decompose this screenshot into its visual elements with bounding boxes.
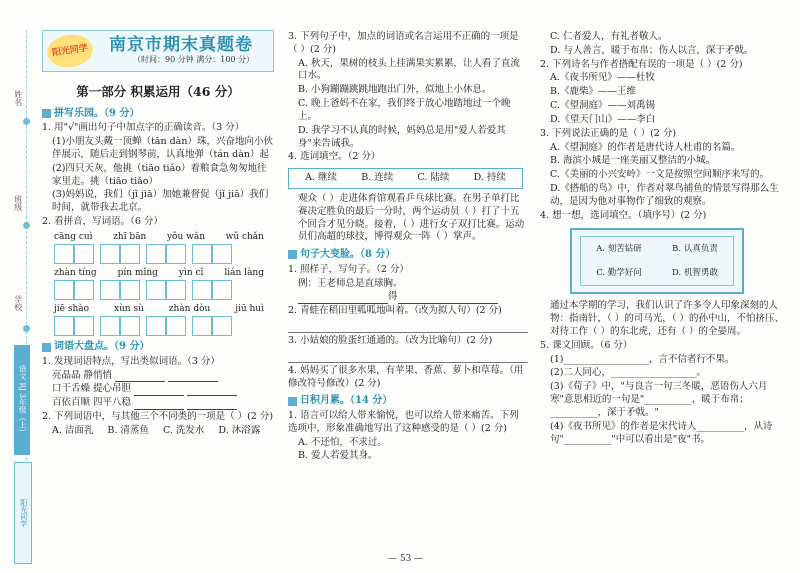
question: 4. 选词填空。（2 分）	[288, 151, 381, 163]
option: C. 仁者爱人，有礼者敬人。	[550, 31, 668, 42]
class-label: 班级	[13, 195, 23, 211]
sun-logo: 阳光同学	[45, 32, 95, 70]
option: D. 我学习不认真的时候，妈妈总是用"爱人若爱其身"来告诫我。	[298, 124, 506, 149]
question: 1. 照样子，写句子。（2 分）	[288, 263, 409, 275]
question: 2. 下列词语中，与其他三个不同类的一项是（ ）(2 分)	[42, 411, 274, 423]
exam-meta: （时间：90 分钟 满分：100 分）	[133, 55, 255, 64]
binding-margin	[0, 0, 42, 573]
question: 2. 青蛙在稻田里呱呱地叫着。（改为拟人句）(2 分)	[288, 305, 502, 317]
option: D.《望天门山》——李白	[550, 113, 656, 125]
section-heading: 日积月累。（14 分）	[288, 394, 528, 408]
option: D.《搭船的鸟》中，作者对翠鸟捕鱼的情景写得那么生动，是因为他对事物作了细致的观察。	[550, 182, 779, 207]
question-item: (3)妈妈说，我们（jǐ jiā）加她兼督促（jǐ jiā）我们时间，就带我去北京。	[52, 189, 269, 214]
binding-hole	[23, 222, 30, 229]
brand-strip: 阳光同学	[14, 462, 32, 564]
option: D. 与人善言，暖于布帛；伤人以言，深于矛戟。	[550, 44, 754, 56]
section-square-icon	[288, 250, 297, 259]
fill-item: (1)__________________，言不信者行不果。	[550, 353, 735, 365]
column-2	[288, 30, 528, 464]
section-square-icon	[42, 343, 51, 352]
word-example: 口干舌燥 提心吊胆	[42, 383, 274, 396]
section-square-icon	[42, 109, 51, 118]
question-item: (2)四只天灰，他挑（tiāo tiǎo）着粮食急匆匆地往家里走。挑（tiāo tiǎo）	[52, 162, 267, 187]
section-heading: 句子大变脸。（8 分）	[288, 248, 528, 262]
word-choice-box: A. 继续 B. 连续 C. 陆续 D. 持续	[288, 168, 523, 189]
page-number: — 53 —	[388, 554, 424, 564]
section-heading: 词语大盘点。（9 分）	[42, 340, 274, 354]
section-square-icon	[288, 397, 297, 406]
writing-grid-row[interactable]	[54, 244, 274, 264]
answer-line[interactable]	[288, 320, 528, 333]
example: 例：王老师总是直球胸。	[298, 277, 403, 289]
passage: 观众（ ）走进体育馆观看乒乓球比赛。在男子单打比赛决定胜负的最后一分时，两个运动员（ ）打了十五个回合才见分晓。接着，（ ）进行女子双打比赛。运动员们高超的球技，博得观众一阵（ ）掌声。	[298, 192, 525, 243]
pinyin-row: zhàn tíng pín mǐng yìn cǐ lián làng	[54, 268, 264, 279]
question: 3. 小姑娘的脸蛋红通通的。（改为比喻句）(2 分)	[288, 334, 493, 346]
option: A.《望洞庭》的作者是唐代诗人杜甫的名篇。	[550, 141, 741, 153]
option: B. 爱人若爱其身。	[298, 450, 378, 462]
word-scroll: A. 刻苦钻研 B. 认真负责 C. 勤学好问 D. 机智勇敢	[570, 228, 744, 294]
exam-title: 南京市期末真题卷	[109, 35, 253, 55]
question: 3. 下列说法正确的是（ ）(2 分)	[540, 127, 677, 139]
options: A. 洁面乳 B. 清蒸鱼 C. 洗发水 D. 沐浴露	[52, 424, 261, 436]
option: B.《鹿柴》——王维	[550, 86, 637, 98]
word-example: 亮晶晶 静悄悄	[42, 370, 274, 383]
question: 4. 想一想，选词填空。（填序号）(2 分)	[540, 209, 707, 221]
question: 2. 看拼音，写词语。（6 分）	[42, 216, 163, 228]
passage: 通过本学期的学习，我们认识了许多令人印象深刻的人物：指南针，（ ）的司马光，（ ）的孙中山，不怕挤压、对待工作（ ）的东北虎，还有（ ）的全晏周。	[550, 300, 785, 337]
grade-badge: 语文 RJ 3年级（上）	[14, 345, 30, 455]
fill-item: (4)《夜书所见》的作者是宋代诗人__________，从诗句"__________"中可以看出是"夜"书。	[550, 420, 773, 445]
writing-grid-row[interactable]	[54, 316, 274, 336]
option: B. 小狗蹦蹦跳跳地跑出门外，似地上小休息。	[298, 84, 492, 96]
column-3	[540, 30, 785, 447]
option: A. 秋天，果树的枝头上挂满果实累累，让人看了直流口水。	[298, 57, 520, 82]
option: A. 不还怕，不求过。	[298, 436, 387, 448]
question-item: (1)小朋友头戴一顶蝉（tān dàn）珠，兴奋地向小伙伴展示，随后走到钢琴前，认真地弹（tán dàn）起	[52, 136, 273, 160]
fill-item: (3)《荀子》中，"与良言一句三冬暖，恶语伤人六月寒"意思相近的一句是"__________，暖于布帛；__________，深于矛戟。"	[550, 381, 768, 418]
option: C. 晚上爸妈不在家，我们终于放心地踏地过一个晚上。	[298, 98, 511, 122]
answer-line[interactable]	[288, 350, 528, 363]
question: 4. 妈妈买了很多水果，有苹果、香蕉、萝卜和草莓。（用修改符号修改）(2 分)	[288, 364, 524, 389]
column-1	[42, 30, 274, 439]
word-example: 百依百顺 四平八稳	[42, 397, 274, 410]
question: 1. 发现词语特点，写出类似词语。（3 分）	[42, 355, 220, 367]
school-label: 学校	[13, 295, 23, 311]
option: C.《望洞庭》——刘禹锡	[550, 100, 655, 112]
exam-banner	[42, 30, 274, 72]
question: 5. 课文回顾。（6 分）	[540, 339, 633, 351]
pinyin-row: jiē shào xùn sù zhàn dòu jiū huì	[54, 304, 264, 315]
question: 1. 语言可以给人带来愉悦，也可以给人带来痛苦。下列选项中，形象准确地写出了这种感受的是（ ）(2 分)	[288, 409, 519, 434]
question: 1. 用"√"画出句子中加点字的正确读音。（3 分）	[42, 122, 245, 134]
section-heading: 拼写乐园。（9 分）	[42, 107, 274, 121]
name-label: 姓名	[13, 90, 23, 106]
option: A.《夜书所见》——杜牧	[550, 72, 655, 84]
question: 2. 下列诗名与作者搭配有误的一项是（ ）(2 分)	[540, 58, 743, 70]
question: 3. 下列句子中，加点的词语或名言运用不正确的一项是（ ）(2 分)	[288, 31, 519, 55]
part-title: 第一部分 积累运用（46 分）	[76, 84, 240, 99]
answer-line[interactable]: 得	[288, 291, 528, 304]
binding-hole	[23, 118, 30, 125]
option: C.《美丽的小兴安岭》一文是按照空间顺序来写的。	[550, 169, 769, 181]
pinyin-row: cāng cuì zhī bān yǒu wǎn wǔ chǎn	[54, 231, 264, 242]
writing-grid-row[interactable]	[54, 280, 274, 300]
binding-hole	[23, 325, 30, 332]
option: B. 海滨小城是一座美丽又整洁的小城。	[550, 155, 716, 167]
fill-item: (2)二人同心，__________________。	[550, 367, 706, 379]
